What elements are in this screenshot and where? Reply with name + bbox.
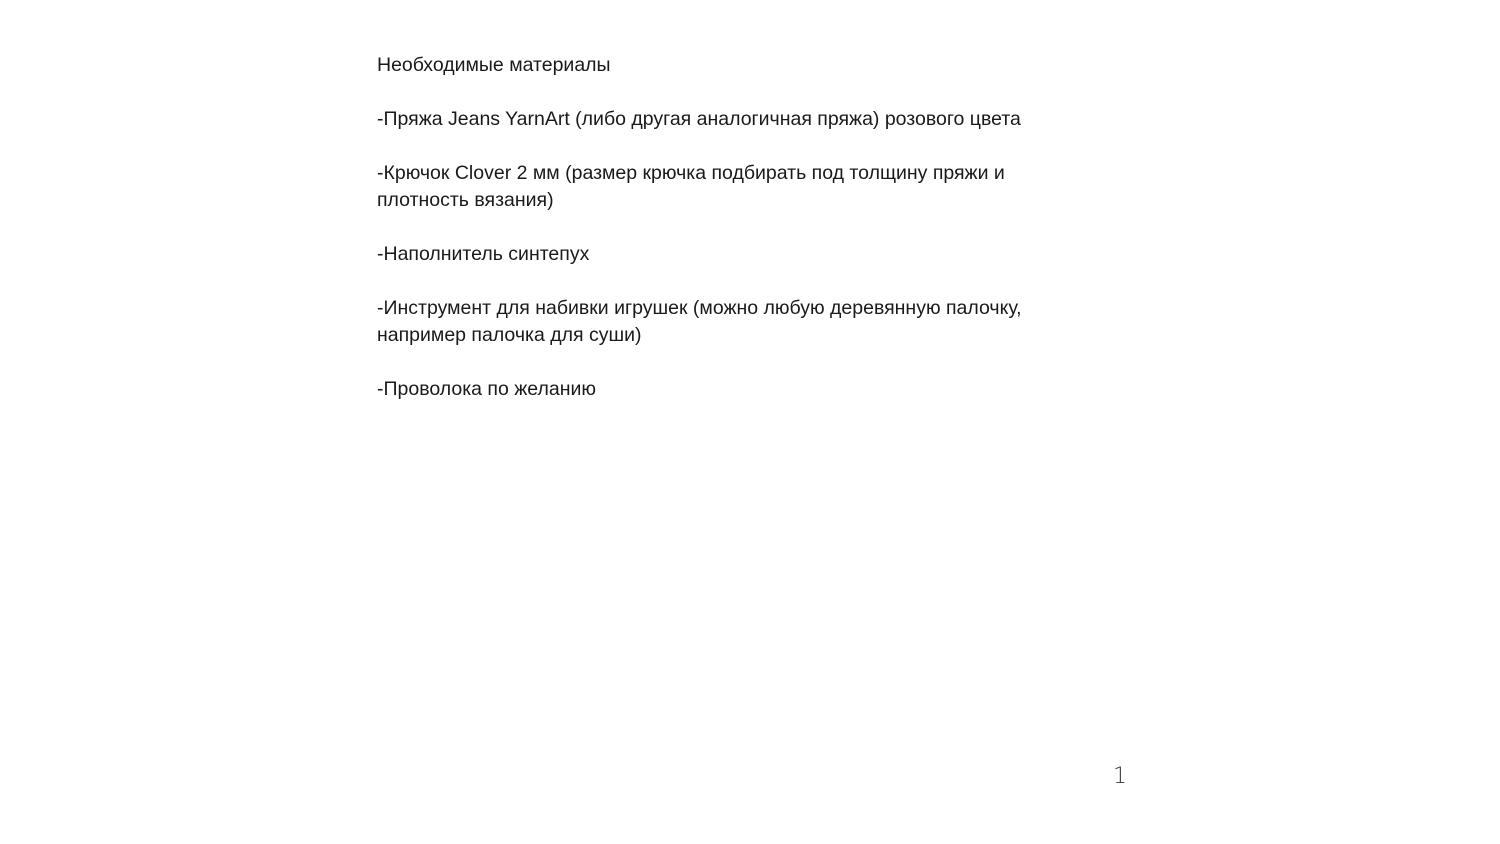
material-item-filler: -Наполнитель синтепух	[377, 243, 590, 265]
material-item-hook: -Крючок Clover 2 мм (размер крючка подбирать под толщину пряжи и плотность вязания)	[377, 162, 1005, 211]
materials-heading: Необходимые материалы	[377, 54, 611, 76]
material-item-stuffing-tool: -Инструмент для набивки игрушек (можно любую деревянную палочку, например палочка для суши)	[377, 297, 1022, 346]
material-item-wire: -Проволока по желанию	[377, 378, 596, 400]
document-body	[377, 52, 1027, 430]
page-number: 1	[1113, 764, 1127, 789]
material-item-yarn: -Пряжа Jeans YarnArt (либо другая аналогичная пряжа) розового цвета	[377, 108, 1021, 130]
